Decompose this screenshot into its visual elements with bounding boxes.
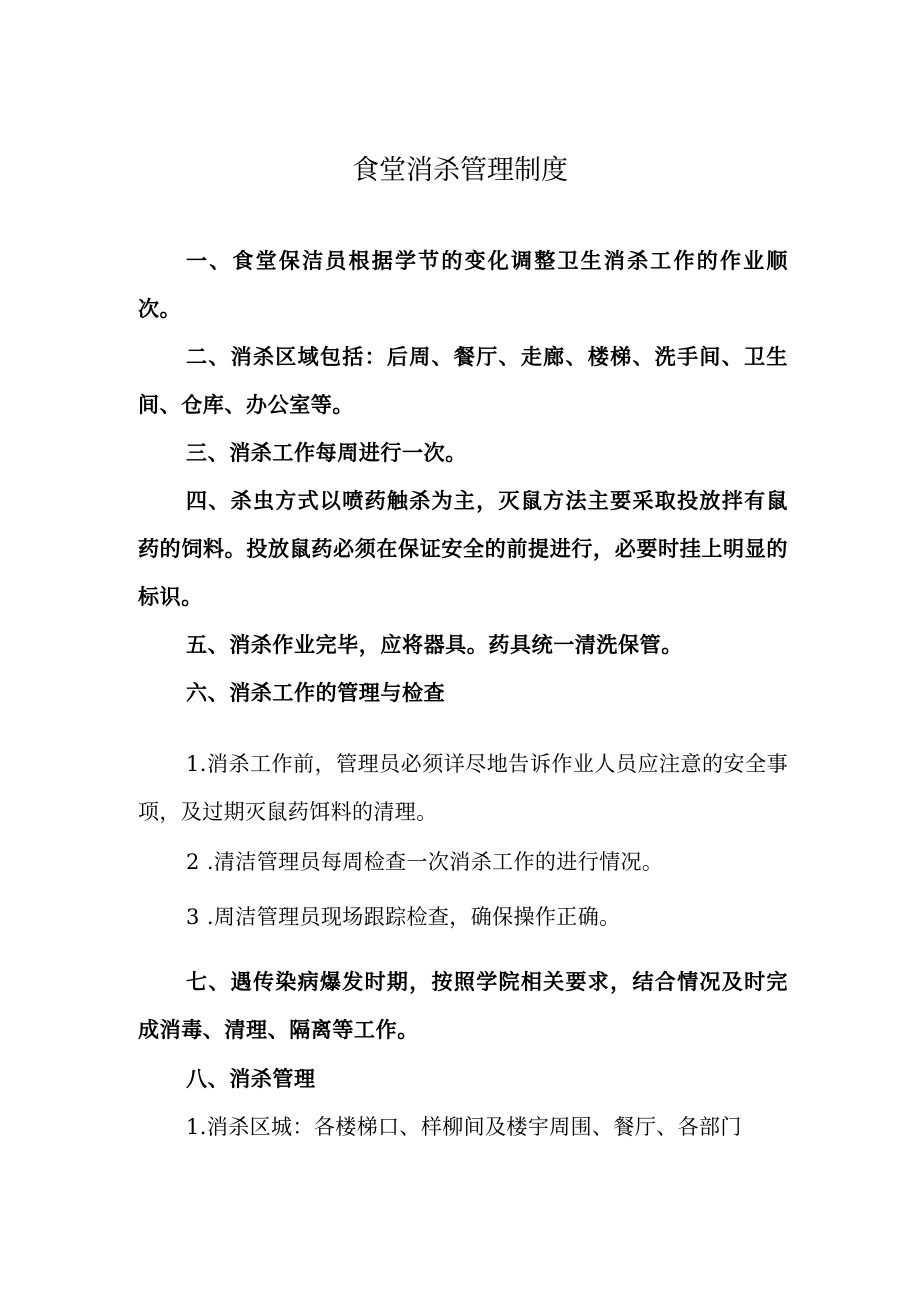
document-title: 食堂消杀管理制度 — [352, 155, 568, 186]
paragraph-5: 五、消杀作业完毕，应将器具。药具统一清洗保管。 — [186, 633, 683, 657]
list-item-8-1: 1.消杀区城：各楼梯口、样柳间及楼宇周围、餐厅、各部门 — [186, 1115, 742, 1139]
list-item-6-3: 3 .周洁管理员现场跟踪检查，确保操作正确。 — [186, 905, 621, 929]
list-item-6-2: 2 .清洁管理员每周检查一次消杀工作的进行情况。 — [186, 850, 664, 874]
paragraph-4: 四、杀虫方式以喷药触杀为主，灭鼠方法主要采取投放拌有鼠药的饲料。投放鼠药必须在保证安全的前提进行，必要时挂上明显的标识。 — [138, 489, 788, 609]
paragraph-2: 二、消杀区域包括：后周、餐厅、走廊、楼梯、洗手间、卫生间、仓库、办公室等。 — [138, 345, 788, 417]
paragraph-1: 一、食堂保洁员根据学节的变化调整卫生消杀工作的作业顺次。 — [138, 249, 788, 321]
paragraph-3: 三、消杀工作每周进行一次。 — [186, 441, 467, 465]
paragraph-7: 七、遇传染病爆发时期，按照学院相关要求，结合情况及时完成消毒、清理、隔离等工作。 — [138, 970, 788, 1042]
paragraph-6-heading: 六、消杀工作的管理与检查 — [186, 681, 446, 705]
list-item-6-1: 1.消杀工作前，管理员必须详尽地告诉作业人员应注意的安全事项，及过期灭鼠药饵料的清理。 — [138, 752, 788, 824]
paragraph-8-heading: 八、消杀管理 — [186, 1067, 316, 1091]
